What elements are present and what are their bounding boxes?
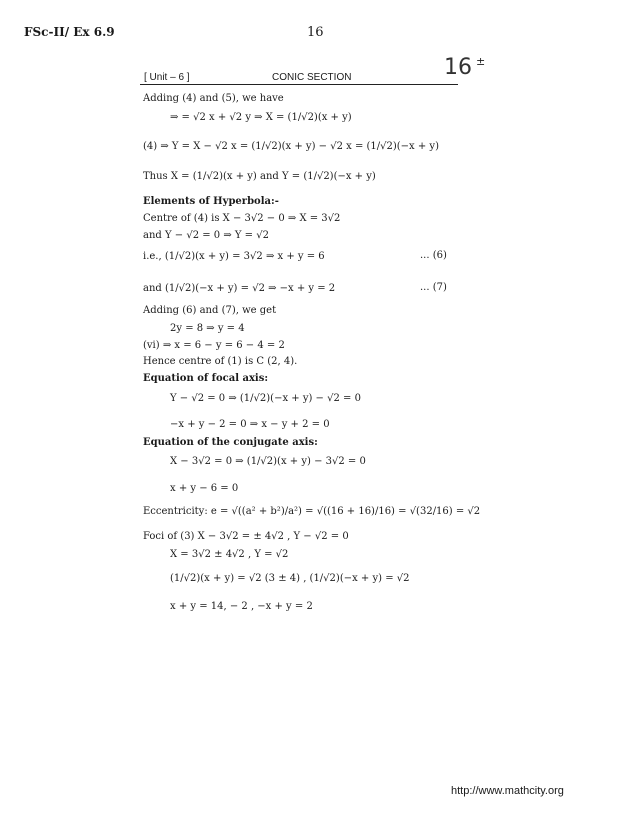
equation-line: Foci of (3) X − 3√2 = ± 4√2 , Y − √2 = 0 <box>143 531 349 542</box>
equation-line: X − 3√2 = 0 ⇒ (1/√2)(x + y) − 3√2 = 0 <box>170 456 366 467</box>
section-heading: Elements of Hyperbola:- <box>143 196 279 207</box>
equation-line: x + y = 14, − 2 , −x + y = 2 <box>170 601 313 612</box>
equation-line: (vi) ⇒ x = 6 − y = 6 − 4 = 2 <box>143 340 285 351</box>
equation-line: and (1/√2)(−x + y) = √2 ⇒ −x + y = 2 <box>143 283 336 294</box>
page-number: 16 <box>307 25 324 40</box>
equation-line: Centre of (4) is X − 3√2 − 0 ⇒ X = 3√2 <box>143 213 341 224</box>
text-line: Adding (4) and (5), we have <box>143 93 284 104</box>
header-rule <box>140 84 458 85</box>
equation-number: ... (6) <box>420 250 447 261</box>
equation-line: X = 3√2 ± 4√2 , Y = √2 <box>170 549 289 560</box>
text-line: Hence centre of (1) is C (2, 4). <box>143 356 298 367</box>
header-ref: FSc-II/ Ex 6.9 <box>24 25 115 39</box>
handwritten-mark: ± <box>476 55 486 68</box>
equation-line: (1/√2)(x + y) = √2 (3 ± 4) , (1/√2)(−x + y) = √2 <box>170 573 410 584</box>
section-title: CONIC SECTION <box>272 72 352 83</box>
equation-number: ... (7) <box>420 282 447 293</box>
equation-line: i.e., (1/√2)(x + y) = 3√2 ⇒ x + y = 6 <box>143 251 325 262</box>
equation-line: Eccentricity: e = √((a² + b²)/a²) = √((16 + 16)/16) = √(32/16) = √2 <box>143 506 481 517</box>
equation-line: Thus X = (1/√2)(x + y) and Y = (1/√2)(−x + y) <box>143 171 376 182</box>
equation-line: ⇒ = √2 x + √2 y ⇒ X = (1/√2)(x + y) <box>170 112 352 123</box>
equation-line: 2y = 8 ⇒ y = 4 <box>170 323 245 334</box>
equation-line: Y − √2 = 0 ⇒ (1/√2)(−x + y) − √2 = 0 <box>170 393 361 404</box>
footer-url: http://www.mathcity.org <box>451 785 564 797</box>
section-heading: Equation of focal axis: <box>143 373 269 384</box>
handwritten-page-number: 16 <box>444 55 472 80</box>
unit-label: [ Unit – 6 ] <box>144 72 190 83</box>
equation-line: x + y − 6 = 0 <box>170 483 239 494</box>
equation-line: and Y − √2 = 0 ⇒ Y = √2 <box>143 230 269 241</box>
equation-line: (4) ⇒ Y = X − √2 x = (1/√2)(x + y) − √2 x = (1/√2)(−x + y) <box>143 141 439 152</box>
section-heading: Equation of the conjugate axis: <box>143 437 318 448</box>
text-line: Adding (6) and (7), we get <box>143 305 277 316</box>
equation-line: −x + y − 2 = 0 ⇒ x − y + 2 = 0 <box>170 419 330 430</box>
